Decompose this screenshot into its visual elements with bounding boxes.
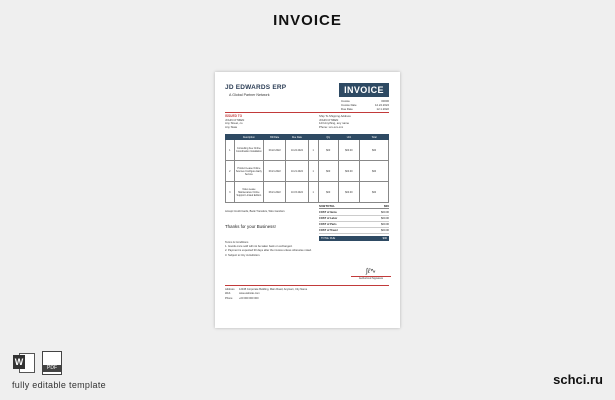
table-row: 2 Product Lease Online Sources Configure Early Service 09.21.2022 10.21.2022 1 $00 $00.00 $00 [226,161,389,182]
ship-to: Ship To Shipping Address JOHN CITIZEN 123 Anything, any name Phone: xxx-xxx-xxx [319,114,351,129]
word-file-icon: W [13,351,35,373]
brand-name: JD EDWARDS ERP [225,84,287,91]
divider-top [225,112,389,113]
invoice-sheet [215,72,400,328]
brand-tagline: A Global Partner Network [229,93,270,97]
payment-terms: Accept Credit Cards, Bank Transfers, Wire transfers [225,210,285,213]
divider-bottom [225,285,389,286]
thanks-note: Thanks for your Business! [225,224,276,229]
page-title: INVOICE [273,12,342,29]
table-header-row: Description Bill Date Due Date Qty Unit Total [226,135,389,140]
subtotal-row: SUBTOTAL $00 [319,204,389,208]
table-row: 1 Consulting Fee Online Coordination Installation 09.22.2022 10.22.2022 1 $00 $00.00 $00 [226,140,389,161]
total-due-bar: TOTAL DUE $00 [321,237,387,240]
billed-to: ISSUED TO JOHN CITIZEN Any Street, co Any State [225,114,245,129]
signature-mark: ∫ℓ∿ [365,268,377,275]
cost-breakdown: COST of Items $00.00 COST of Labor $00.00 COST of Parts $00.00 COST of Travel $00.00 [319,211,389,232]
site-watermark[interactable]: schci.ru [553,372,603,387]
signature-label: Authorized Signature [351,276,391,280]
signature-block [351,268,391,280]
terms-conditions: Terms & Conditions 1. Goods once sold will not be taken back or exchanged. 2. Payment is expected 30 days after the invoice unless otherwise noted. 3. Subject to City Jurisdiction. [225,241,312,257]
items-table [225,134,389,203]
pdf-file-icon: PDF [42,351,62,375]
company-footer: Address 12345 Corporate Building, Main Road, Anytown, City Name Web www.website.com Phone +00 000 000 000 [225,288,308,300]
invoice-heading: INVOICE [339,83,389,97]
template-caption: fully editable template [12,380,106,390]
invoice-meta: Invoice 00000 Invoice Date 12.22.2022 Due Date 12.1.2022 [341,99,389,111]
table-row: 3 Video Lease Maintenance Online Support Limited Edition 08.21.2022 10.15.2022 1 $00 $00.00 $00 [226,182,389,203]
format-icons [13,351,62,375]
